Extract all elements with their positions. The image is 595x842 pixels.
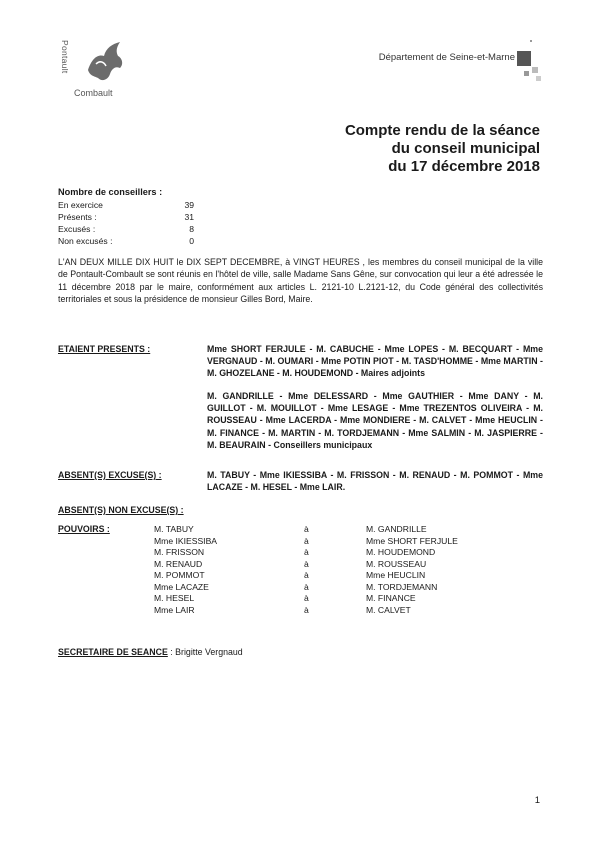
- councillor-counts: [58, 186, 200, 247]
- logo-name-vertical: Pontault: [60, 40, 70, 74]
- page-title: [345, 122, 540, 176]
- count-row: Non excusés : 0: [58, 236, 194, 246]
- table-row: M. RENAUD à M. ROUSSEAU: [154, 558, 427, 569]
- excused-label: ABSENT(S) EXCUSE(S) :: [58, 470, 162, 480]
- decorative-squares: [514, 40, 544, 90]
- count-row: En exercice 39: [58, 200, 194, 210]
- count-row: Excusés : 8: [58, 224, 194, 234]
- present-label: ETAIENT PRESENTS :: [58, 344, 151, 354]
- table-row: Mme IKIESSIBA à Mme SHORT FERJULE: [154, 535, 458, 546]
- table-row: Mme LACAZE à M. TORDJEMANN: [154, 581, 438, 592]
- table-row: M. HESEL à M. FINANCE: [154, 593, 416, 603]
- city-logo: [60, 36, 140, 102]
- table-row: Mme LAIR à M. CALVET: [154, 604, 411, 615]
- logo-name-bottom: Combault: [74, 88, 113, 98]
- proxies-table: [58, 524, 458, 616]
- excused-names: M. TABUY - Mme IKIESSIBA - M. FRISSON - M. RENAUD - M. POMMOT - Mme LACAZE - M. HESEL - Mme LAIR.: [207, 470, 543, 493]
- proxies-section: [58, 524, 458, 616]
- winged-horse-icon: [82, 40, 128, 86]
- present-group-adjoints: Mme SHORT FERJULE - M. CABUCHE - Mme LOPES - M. BECQUART - Mme VERGNAUD - M. OUMARI - Mme POTIN PIOT - M. TASD'HOMME - Mme MARTIN - M. GHOZELANE - M. HOUDEMOND - Maires adjoints: [207, 344, 543, 379]
- secretary-label: SECRETAIRE DE SEANCE: [58, 647, 168, 657]
- counts-heading: Nombre de conseillers :: [58, 187, 163, 197]
- secretary-name: Brigitte Vergnaud: [175, 647, 243, 657]
- proxies-label: POUVOIRS :: [58, 524, 110, 534]
- table-row: M. POMMOT à Mme HEUCLIN: [154, 570, 426, 580]
- table-row: M. FRISSON à M. HOUDEMOND: [154, 547, 436, 557]
- intro-paragraph: L'AN DEUX MILLE DIX HUIT le DIX SEPT DECEMBRE, à VINGT HEURES , les membres du conseil municipal de la ville de Pontault-Combault se sont réunis en l'hôtel de ville, salle Madame Sans Gêne, sur convocation qui leur a été adressée le 11 décembre 2018 par le maire, conformément aux articles L. 2121-10 L.2121-12, du Code général des collectivités territoriales et sous la présidence de monsieur Gilles Bord, Maire.: [58, 257, 543, 304]
- table-row: POUVOIRS : M. TABUY à M. GANDRILLE: [58, 524, 427, 534]
- title-line-1: Compte rendu de la séance: [344, 122, 540, 139]
- department-label: Département de Seine-et-Marne: [378, 52, 515, 63]
- page-number: 1: [534, 795, 540, 806]
- not-excused-label: ABSENT(S) NON EXCUSE(S) :: [58, 505, 184, 515]
- secretary-separator: :: [167, 647, 176, 657]
- present-group-conseillers: M. GANDRILLE - Mme DELESSARD - Mme GAUTHIER - Mme DANY - M. GUILLOT - M. MOUILLOT - Mme LESAGE - Mme TREZENTOS OLIVEIRA - M. ROUSSEAU - Mme LACERDA - Mme MONDIERE - M. CALVET - Mme HEUCLIN - M. FINANCE - M. MARTIN - M. TORDJEMANN - Mme SALMIN - M. JASPIERRE - M. BEAURAIN - Conseillers municipaux: [207, 391, 543, 450]
- secretary-line: [58, 646, 243, 658]
- title-line-2: du conseil municipal: [391, 140, 540, 157]
- title-line-3: du 17 décembre 2018: [388, 158, 540, 175]
- count-row: Présents : 31: [58, 212, 194, 222]
